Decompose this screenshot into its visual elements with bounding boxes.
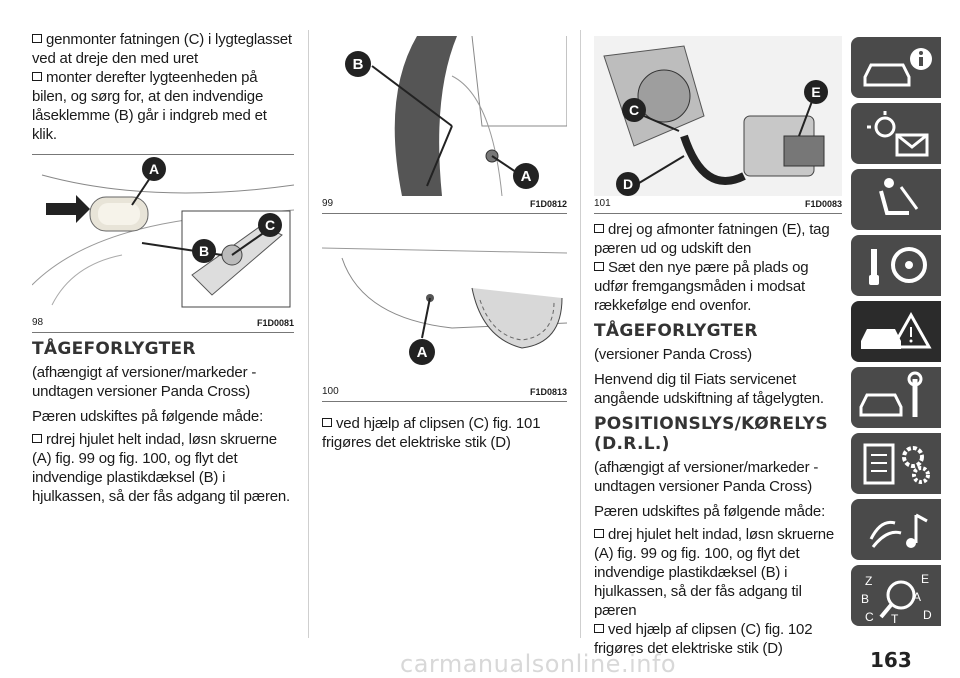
bullet-item [594,525,842,620]
index-letter: D [923,608,932,622]
tab-key-steering[interactable] [851,235,941,296]
column-divider [308,30,309,638]
tab-spec-gears[interactable] [851,433,941,494]
watermark: carmanualsonline.info [400,650,677,678]
chapter-tabs [851,37,941,631]
section-paragraph: (versioner Panda Cross) [594,346,752,363]
bullet-item [32,30,294,68]
tab-car-maintenance[interactable] [851,367,941,428]
figure-98-illustration [32,155,294,315]
figure-number: 100 [322,386,339,397]
figure-99-illustration [322,36,567,196]
index-letter: E [921,572,930,586]
index-letter: A [913,590,922,604]
figure-callout-a: A [520,168,532,185]
figure-caption [322,384,567,401]
section-paragraph: (afhængigt af versioner/markeder - undtagen versioner Panda Cross) [32,364,257,400]
figure-number: 99 [322,198,334,209]
checkbox-bullet-icon [32,434,42,443]
figure-callout-b: B [198,243,210,259]
bullet-text: drej hjulet helt indad, løsn skruerne (A) fig. 99 og fig. 100, og flyt det indvendige plastikdæksel (B) i hjulkassen, så der fås adgang til pæren [594,526,835,619]
index-letter: B [861,592,870,606]
checkbox-bullet-icon [32,34,42,43]
bullet-text: ved hjælp af clipsen (C) fig. 102 frigøres det elektriske stik (D) [594,621,813,657]
tab-car-emergency[interactable] [851,301,941,362]
figure-caption [32,315,294,332]
checkbox-bullet-icon [594,624,604,633]
checkbox-bullet-icon [594,529,604,538]
car-maintenance-icon [851,367,941,428]
alphabet-index-icon [851,565,941,626]
figure-code: F1D0813 [529,387,567,397]
index-letter: C [865,610,874,624]
bullet-item [594,220,842,258]
section-paragraph: (afhængigt af versioner/markeder - undtagen versioner Panda Cross) [594,459,819,495]
tab-car-info[interactable] [851,37,941,98]
figure-callout-e: E [811,84,821,100]
figure-callout-a: A [148,161,160,177]
warning-lights-icon [851,103,941,164]
section-paragraph: Pæren udskiftes på følgende måde: [32,408,264,425]
multimedia-icon [851,499,941,560]
bullet-text: Sæt den nye pære på plads og udfør fremgangsmåden i modsat rækkefølge end ovenfor. [594,259,809,314]
bullet-item [32,68,294,144]
car-info-icon [851,37,941,98]
checkbox-bullet-icon [594,262,604,271]
column-divider [580,30,581,638]
spec-gears-icon [851,433,941,494]
figure-number: 98 [32,317,44,328]
figure-101-illustration [594,36,842,196]
figure-caption [322,196,567,213]
bullet-text: ved hjælp af clipsen (C) fig. 101 frigøres det elektriske stik (D) [322,415,541,451]
column-3 [594,36,842,658]
figure-callout-c: C [628,102,640,118]
column-1 [32,30,294,506]
seat-airbag-icon [851,169,941,230]
figure-number: 101 [594,198,611,209]
section-heading: TÅGEFORLYGTER [32,339,196,359]
bullet-text: drej og afmonter fatningen (E), tag pæren ud og udskift den [594,221,830,257]
figure-101 [594,36,842,214]
index-letter: T [891,612,899,626]
key-steering-wheel-icon [851,235,941,296]
bullet-text: rdrej hjulet helt indad, løsn skruerne (A) fig. 99 og fig. 100, og flyt det indvendige plastikdæksel (B) i hjulkassen, så der fås adgang til pæren. [32,431,290,505]
figure-100 [322,228,567,402]
section-heading: POSITIONSLYS/KØRELYS (D.R.L.) [594,414,828,454]
section-heading: TÅGEFORLYGTER [594,321,758,341]
page-number: 163 [870,648,912,672]
figure-caption [594,196,842,213]
figure-code: F1D0812 [529,199,567,209]
figure-callout-b: B [352,56,364,73]
section-paragraph: Pæren udskiftes på følgende måde: [594,503,826,520]
figure-callout-a: A [416,344,428,361]
bullet-item [32,430,294,506]
figure-100-illustration [322,228,567,384]
checkbox-bullet-icon [32,72,42,81]
figure-code: F1D0081 [256,318,294,328]
figure-callout-d: D [622,176,634,192]
tab-multimedia[interactable] [851,499,941,560]
car-emergency-icon [851,301,941,362]
figure-99 [322,36,567,214]
bullet-text: monter derefter lygteenheden på bilen, og sørg for, at den indvendige låseklemme (B) går i indgreb med et klik. [32,69,267,143]
bullet-text: genmonter fatningen (C) i lygteglasset ved at dreje den med uret [32,31,292,67]
figure-code: F1D0083 [804,199,842,209]
column-2 [322,36,567,452]
tab-alphabet-index[interactable] [851,565,941,626]
checkbox-bullet-icon [594,224,604,233]
tab-seat-airbag[interactable] [851,169,941,230]
section-paragraph: Henvend dig til Fiats servicenet angående udskiftning af tågelygten. [594,371,824,407]
bullet-item [594,258,842,315]
tab-warning-lights[interactable] [851,103,941,164]
index-letter: Z [865,574,873,588]
checkbox-bullet-icon [322,418,332,427]
bullet-item [322,414,567,452]
figure-98 [32,154,294,333]
figure-callout-c: C [264,217,276,233]
